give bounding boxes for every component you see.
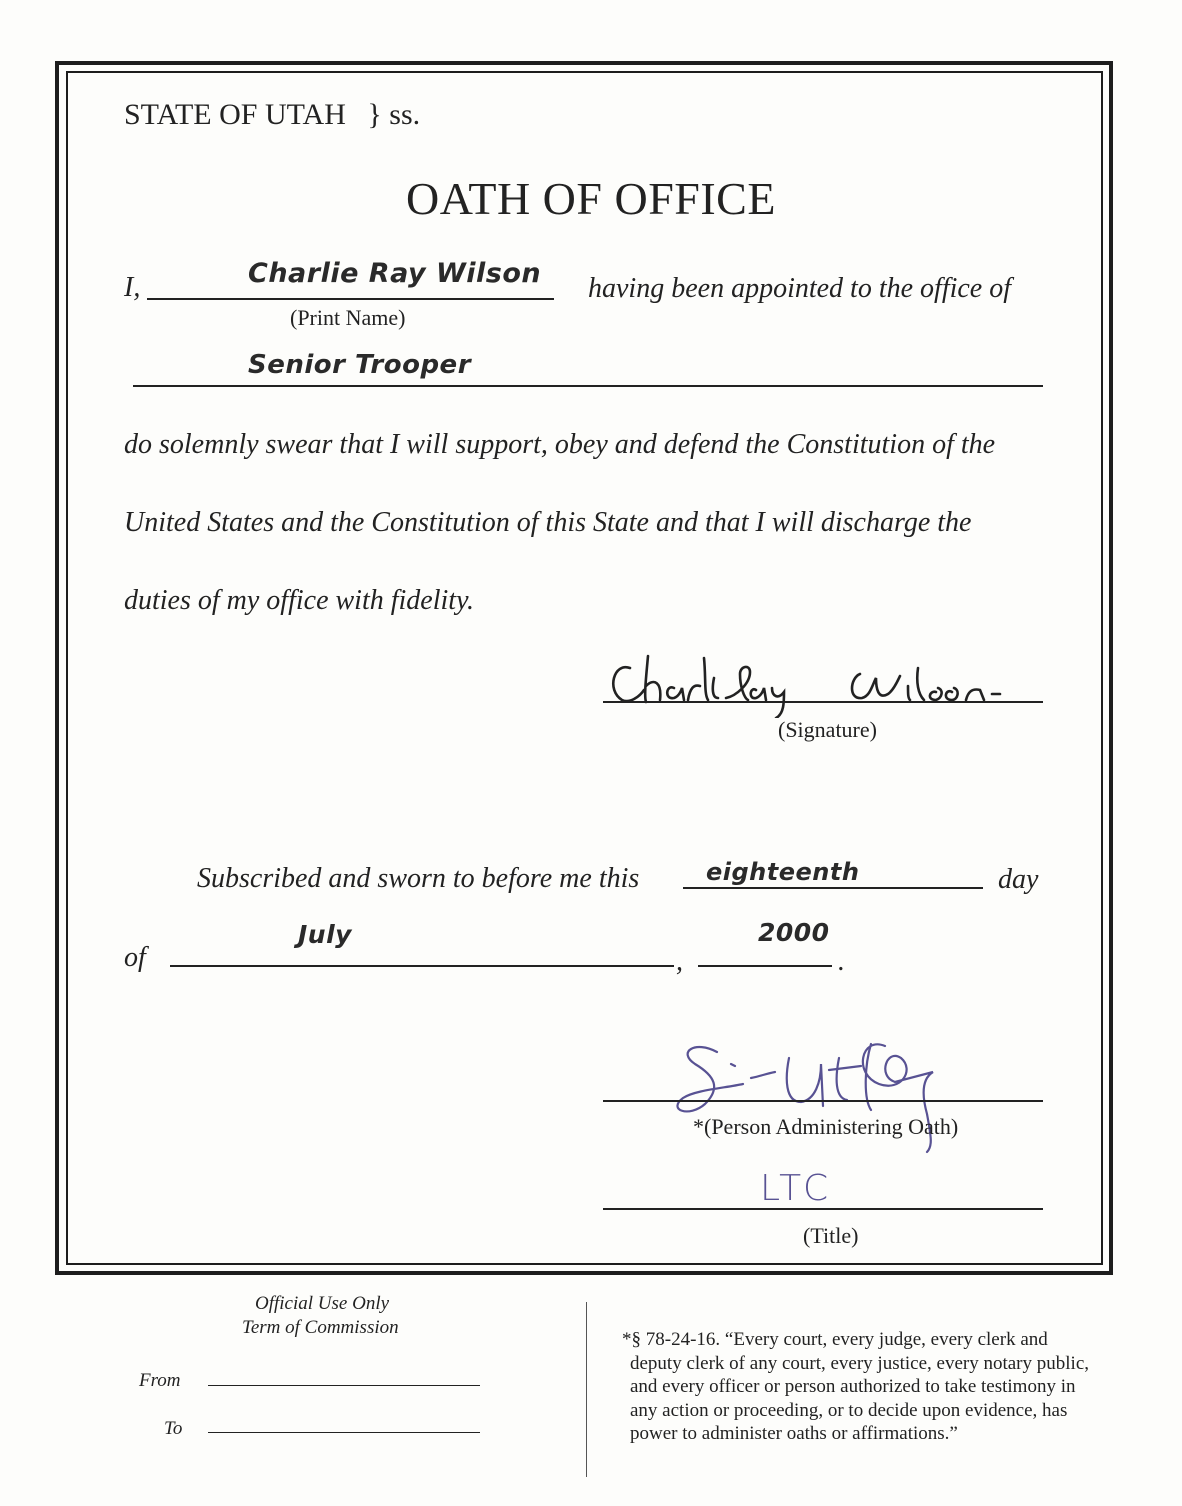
print-name-line [147,298,554,300]
to-label: To [164,1418,183,1439]
appointed-text: having been appointed to the office of [588,273,1012,304]
year-value: 2000 [758,918,830,947]
title-value: LTC [760,1168,833,1209]
print-name-value: Charlie Ray Wilson [248,258,542,289]
oath-line-3: duties of my office with fidelity. [124,585,474,616]
of-label: of [124,942,146,973]
day-line [683,887,983,889]
document-title: OATH OF OFFICE [406,173,776,224]
day-label: day [998,864,1039,895]
period-mark: . [838,946,845,977]
comma-mark: , [676,946,683,977]
statute-note [622,1328,1089,1446]
oath-line-2: United States and the Constitution of this State and that I will discharge the [124,507,972,538]
statute-line-3: and every officer or person authorized to take testimony in [630,1376,1076,1397]
i-prefix: I, [124,272,141,303]
handwritten-signature [600,638,1010,718]
day-value: eighteenth [706,858,860,886]
statute-line-2: deputy clerk of any court, every justice, every notary public, [630,1352,1089,1374]
signature-caption: (Signature) [778,717,877,742]
ss-abbrev: ss. [389,98,421,131]
from-line [208,1385,480,1386]
official-use-line1: Official Use Only [255,1293,390,1314]
print-name-caption: (Print Name) [290,305,406,330]
oath-line-1: do solemnly swear that I will support, obey and defend the Constitution of the [124,429,996,460]
from-label: From [139,1370,181,1391]
official-use-line2: Term of Commission [242,1317,399,1338]
administrator-line [603,1100,1043,1102]
statute-line-4: any action or proceeding, or to decide upon evidence, has [630,1399,1068,1421]
title-caption: (Title) [803,1223,859,1248]
month-line [170,965,674,967]
statute-line-1: *§ 78-24-16. “Every court, every judge, every clerk and [622,1329,1048,1350]
state-name: STATE OF UTAH [124,98,346,131]
footer-divider [586,1302,587,1477]
office-line [133,385,1043,387]
venue-heading [124,98,420,132]
subscribed-text: Subscribed and sworn to before me this [197,863,640,894]
to-line [208,1432,480,1433]
office-value: Senior Trooper [248,350,472,380]
brace-symbol: } [367,98,382,131]
year-line [698,965,832,967]
signature-line [603,701,1043,703]
title-line [603,1208,1043,1210]
statute-line-5: power to administer oaths or affirmations.” [630,1423,958,1444]
month-value: July [298,920,352,949]
administrator-caption: *(Person Administering Oath) [693,1114,959,1139]
